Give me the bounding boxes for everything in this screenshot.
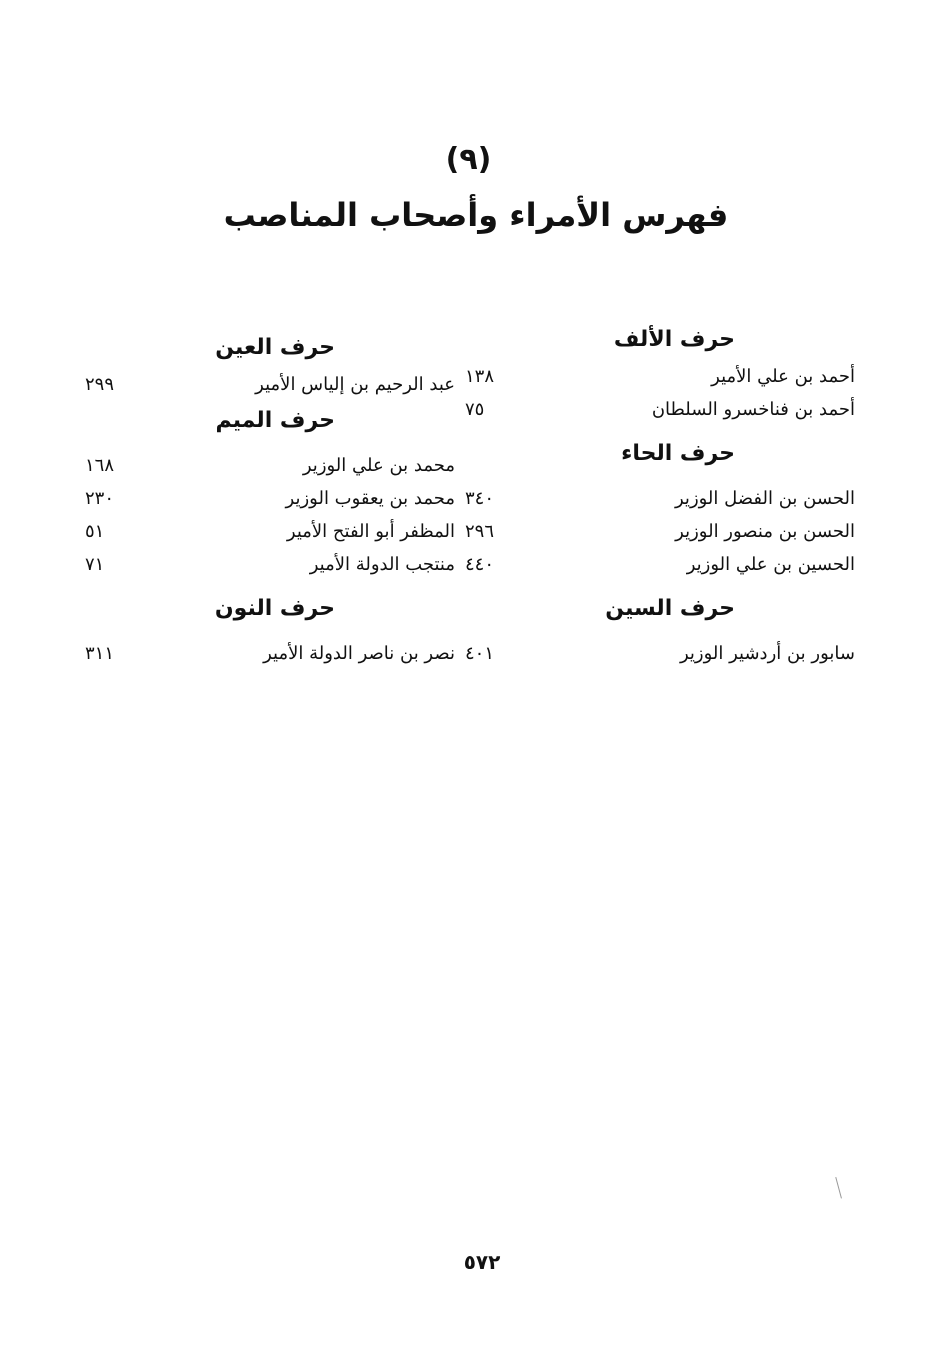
letter-heading-sin: حرف السين bbox=[605, 596, 735, 621]
scan-mark bbox=[835, 1175, 847, 1198]
index-entry bbox=[465, 482, 855, 515]
index-column-right bbox=[465, 320, 855, 670]
entry-page-number: ١٣٨ bbox=[465, 366, 495, 387]
entry-page-number: ٢٣٠ bbox=[85, 488, 115, 509]
index-entry bbox=[465, 548, 855, 581]
entry-name: سابور بن أردشير الوزير bbox=[679, 643, 855, 664]
index-entry bbox=[465, 393, 855, 426]
entry-name: المظفر أبو الفتح الأمير bbox=[286, 521, 455, 542]
entry-name: الحسن بن الفضل الوزير bbox=[675, 488, 855, 509]
index-entry bbox=[465, 360, 855, 393]
index-column-left bbox=[85, 328, 455, 670]
letter-heading-ain: حرف العين bbox=[215, 335, 335, 360]
entry-page-number: ٢٩٦ bbox=[465, 521, 495, 542]
entry-page-number: ٣٤٠ bbox=[465, 488, 495, 509]
entry-name: منتجب الدولة الأمير bbox=[309, 554, 455, 575]
entry-name: محمد بن علي الوزير bbox=[302, 455, 455, 476]
entry-page-number: ١٦٨ bbox=[85, 455, 115, 476]
index-entry bbox=[465, 515, 855, 548]
index-entry bbox=[85, 515, 455, 548]
entry-page-number: ٣١١ bbox=[85, 643, 115, 664]
page-number: ٥٧٢ bbox=[463, 1250, 501, 1274]
entry-name: نصر بن ناصر الدولة الأمير bbox=[263, 643, 455, 664]
index-entry bbox=[85, 637, 455, 670]
index-entry bbox=[85, 368, 455, 401]
entry-name: الحسن بن منصور الوزير bbox=[675, 521, 855, 542]
index-title: فهرس الأمراء وأصحاب المناصب bbox=[223, 196, 729, 234]
section-number: (٩) bbox=[445, 142, 492, 177]
entry-page-number: ٥١ bbox=[85, 521, 105, 542]
entry-page-number: ٢٩٩ bbox=[85, 374, 115, 395]
entry-page-number: ٧١ bbox=[85, 554, 105, 575]
entry-page-number: ٤٠١ bbox=[465, 643, 495, 664]
letter-heading-nun: حرف النون bbox=[214, 596, 335, 621]
letter-heading-alif: حرف الألف bbox=[613, 327, 735, 352]
index-entry bbox=[465, 637, 855, 670]
index-entry bbox=[85, 548, 455, 581]
entry-name: عبد الرحيم بن إلياس الأمير bbox=[255, 374, 455, 395]
entry-name: أحمد بن علي الأمير bbox=[711, 366, 855, 387]
index-entry bbox=[85, 449, 455, 482]
entry-name: الحسين بن علي الوزير bbox=[686, 554, 855, 575]
entry-page-number: ٧٥ bbox=[465, 399, 485, 420]
entry-name: محمد بن يعقوب الوزير bbox=[285, 488, 455, 509]
index-entry bbox=[85, 482, 455, 515]
entry-name: أحمد بن فناخسرو السلطان bbox=[651, 399, 855, 420]
letter-heading-ha: حرف الحاء bbox=[621, 441, 735, 466]
letter-heading-mim: حرف الميم bbox=[215, 408, 335, 433]
entry-page-number: ٤٤٠ bbox=[465, 554, 495, 575]
